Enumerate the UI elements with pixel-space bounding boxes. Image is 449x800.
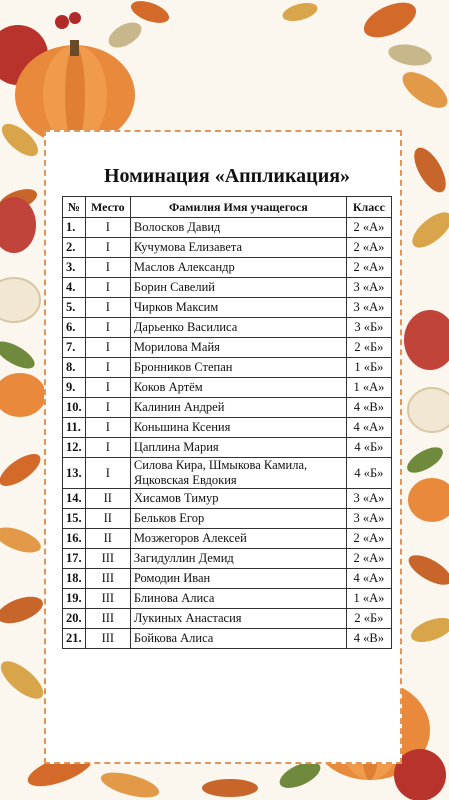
row-student-name: Бронников Степан bbox=[130, 358, 346, 378]
row-number: 19. bbox=[63, 589, 86, 609]
row-class: 2 «А» bbox=[346, 258, 391, 278]
row-place: I bbox=[85, 438, 130, 458]
row-student-name: Калинин Андрей bbox=[130, 398, 346, 418]
header-number: № bbox=[63, 197, 86, 218]
table-row bbox=[63, 378, 392, 398]
row-class: 2 «А» bbox=[346, 529, 391, 549]
row-class: 4 «Б» bbox=[346, 458, 391, 489]
row-student-name: Хисамов Тимур bbox=[130, 489, 346, 509]
table-body bbox=[63, 218, 392, 649]
row-student-name: Силова Кира, Шмыкова Камила, Яцковская Евдокия bbox=[130, 458, 346, 489]
row-number: 8. bbox=[63, 358, 86, 378]
row-class: 4 «Б» bbox=[346, 438, 391, 458]
header-class: Класс bbox=[346, 197, 391, 218]
table-row bbox=[63, 489, 392, 509]
row-place: I bbox=[85, 458, 130, 489]
row-student-name: Чирков Максим bbox=[130, 298, 346, 318]
row-place: I bbox=[85, 238, 130, 258]
row-student-name: Бойкова Алиса bbox=[130, 629, 346, 649]
row-class: 3 «А» bbox=[346, 298, 391, 318]
row-place: I bbox=[85, 218, 130, 238]
table-row bbox=[63, 298, 392, 318]
row-place: I bbox=[85, 298, 130, 318]
table-row bbox=[63, 609, 392, 629]
row-place: II bbox=[85, 529, 130, 549]
table-row bbox=[63, 569, 392, 589]
row-number: 14. bbox=[63, 489, 86, 509]
row-number: 5. bbox=[63, 298, 86, 318]
table-row bbox=[63, 278, 392, 298]
row-number: 16. bbox=[63, 529, 86, 549]
row-class: 4 «В» bbox=[346, 398, 391, 418]
row-number: 3. bbox=[63, 258, 86, 278]
row-place: II bbox=[85, 509, 130, 529]
table-row bbox=[63, 338, 392, 358]
row-student-name: Волосков Давид bbox=[130, 218, 346, 238]
row-student-name: Маслов Александр bbox=[130, 258, 346, 278]
row-student-name: Мозжегоров Алексей bbox=[130, 529, 346, 549]
header-place: Место bbox=[85, 197, 130, 218]
berry-icon bbox=[55, 15, 69, 29]
row-number: 9. bbox=[63, 378, 86, 398]
row-class: 2 «А» bbox=[346, 238, 391, 258]
row-number: 15. bbox=[63, 509, 86, 529]
table-row bbox=[63, 398, 392, 418]
row-student-name: Загидуллин Демид bbox=[130, 549, 346, 569]
table-row bbox=[63, 238, 392, 258]
table-row bbox=[63, 629, 392, 649]
row-class: 1 «А» bbox=[346, 589, 391, 609]
row-class: 2 «А» bbox=[346, 549, 391, 569]
row-number: 21. bbox=[63, 629, 86, 649]
table-row bbox=[63, 218, 392, 238]
row-number: 20. bbox=[63, 609, 86, 629]
row-student-name: Блинова Алиса bbox=[130, 589, 346, 609]
row-class: 3 «А» bbox=[346, 489, 391, 509]
row-place: I bbox=[85, 378, 130, 398]
row-class: 4 «А» bbox=[346, 418, 391, 438]
row-place: I bbox=[85, 338, 130, 358]
row-number: 18. bbox=[63, 569, 86, 589]
row-student-name: Коков Артём bbox=[130, 378, 346, 398]
table-row bbox=[63, 438, 392, 458]
table-row bbox=[63, 509, 392, 529]
row-place: I bbox=[85, 278, 130, 298]
row-place: II bbox=[85, 489, 130, 509]
row-number: 12. bbox=[63, 438, 86, 458]
row-place: I bbox=[85, 418, 130, 438]
row-place: I bbox=[85, 398, 130, 418]
header-name: Фамилия Имя учащегося bbox=[130, 197, 346, 218]
row-student-name: Дарьенко Василиса bbox=[130, 318, 346, 338]
row-class: 2 «Б» bbox=[346, 338, 391, 358]
row-number: 2. bbox=[63, 238, 86, 258]
table-row bbox=[63, 529, 392, 549]
table-row bbox=[63, 418, 392, 438]
row-number: 11. bbox=[63, 418, 86, 438]
row-class: 3 «Б» bbox=[346, 318, 391, 338]
row-class: 3 «А» bbox=[346, 278, 391, 298]
table-header bbox=[63, 197, 392, 218]
row-number: 17. bbox=[63, 549, 86, 569]
row-number: 1. bbox=[63, 218, 86, 238]
row-student-name: Кучумова Елизавета bbox=[130, 238, 346, 258]
row-number: 7. bbox=[63, 338, 86, 358]
table-row bbox=[63, 589, 392, 609]
row-class: 4 «А» bbox=[346, 569, 391, 589]
page-title: Номинация «Аппликация» bbox=[104, 165, 351, 187]
row-class: 2 «Б» bbox=[346, 609, 391, 629]
table-row bbox=[63, 549, 392, 569]
row-class: 2 «А» bbox=[346, 218, 391, 238]
row-place: I bbox=[85, 358, 130, 378]
row-place: III bbox=[85, 569, 130, 589]
row-student-name: Ромодин Иван bbox=[130, 569, 346, 589]
results-table bbox=[62, 196, 392, 649]
row-student-name: Морилова Майя bbox=[130, 338, 346, 358]
row-class: 1 «А» bbox=[346, 378, 391, 398]
table-row bbox=[63, 358, 392, 378]
table-row bbox=[63, 318, 392, 338]
row-student-name: Цаплина Мария bbox=[130, 438, 346, 458]
table-row bbox=[63, 258, 392, 278]
row-place: I bbox=[85, 258, 130, 278]
row-student-name: Коньшина Ксения bbox=[130, 418, 346, 438]
row-class: 1 «Б» bbox=[346, 358, 391, 378]
row-place: III bbox=[85, 549, 130, 569]
row-place: III bbox=[85, 609, 130, 629]
row-number: 10. bbox=[63, 398, 86, 418]
row-place: III bbox=[85, 589, 130, 609]
row-class: 3 «А» bbox=[346, 509, 391, 529]
row-place: I bbox=[85, 318, 130, 338]
row-class: 4 «В» bbox=[346, 629, 391, 649]
row-student-name: Борин Савелий bbox=[130, 278, 346, 298]
row-number: 4. bbox=[63, 278, 86, 298]
row-student-name: Лукиных Анастасия bbox=[130, 609, 346, 629]
table-row bbox=[63, 458, 392, 489]
row-number: 6. bbox=[63, 318, 86, 338]
row-place: III bbox=[85, 629, 130, 649]
row-number: 13. bbox=[63, 458, 86, 489]
row-student-name: Бельков Егор bbox=[130, 509, 346, 529]
